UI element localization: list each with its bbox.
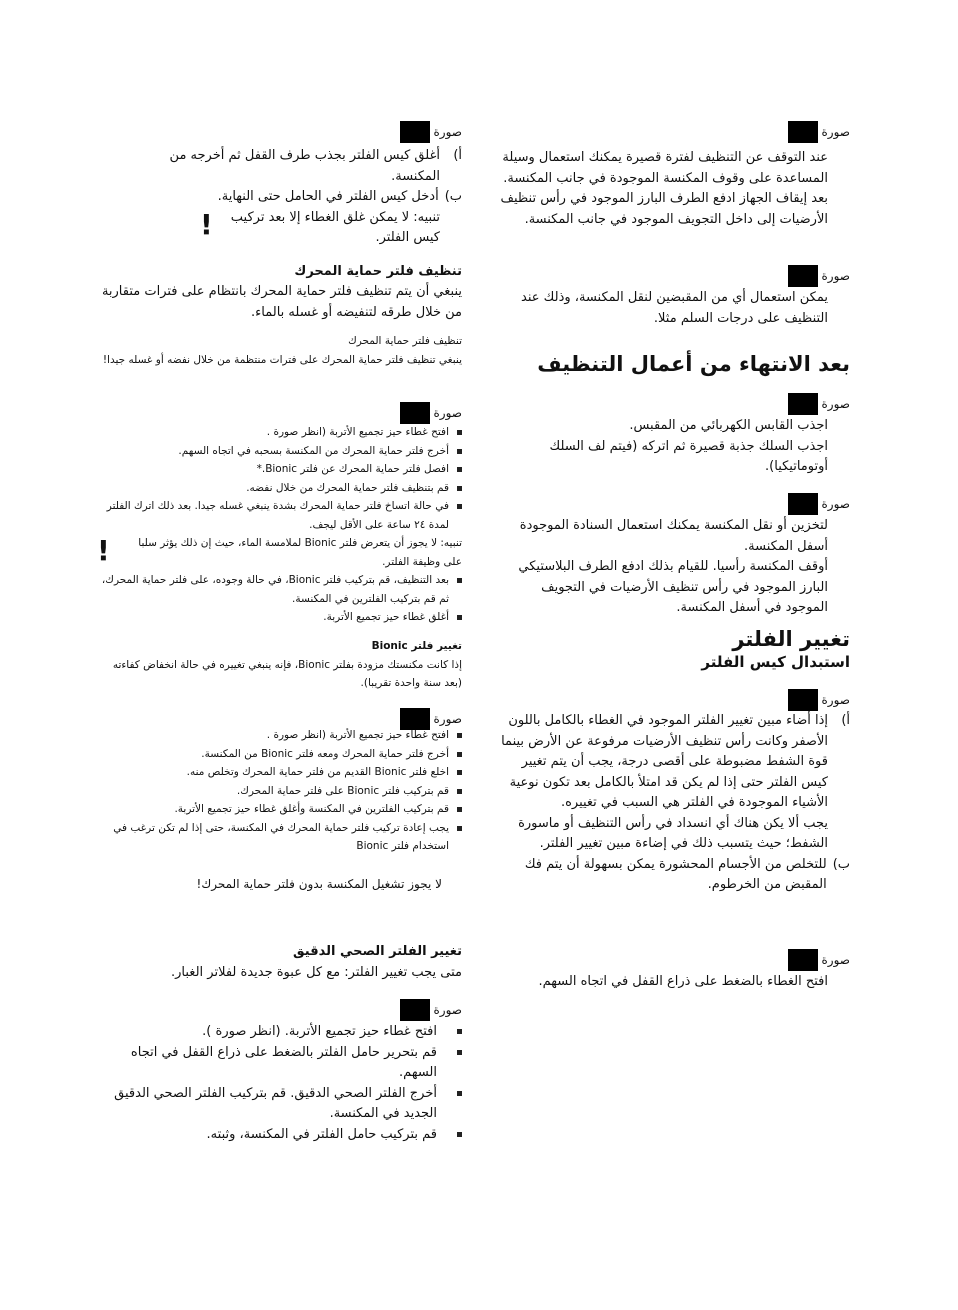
figure-label: صورة — [821, 497, 850, 511]
figure-ref — [97, 998, 462, 1022]
step-text: للتخلص من الأجسام المحشورة يمكن بسهولة أن يتم فك المقبض من الخرطوم. — [524, 856, 827, 892]
text-line: اجذب السلك جذبة قصيرة ثم اتركه (فيتم لف السلك أوتوماتيكيا). — [549, 438, 828, 474]
warning-note: لا يجوز تشغيل المكنسة بدون فلتر حماية المحرك! — [196, 877, 442, 891]
step-marker: أ) — [841, 713, 850, 728]
bullet-list — [97, 423, 462, 627]
step-text: أدخل كيس الفلتر في الحامل حتى النهاية. — [217, 189, 439, 204]
bullet-item: افتح غطاء حيز تجميع الأتربة (انظر صورة . — [97, 726, 462, 745]
figure-placeholder — [400, 999, 430, 1021]
figure-label: صورة — [821, 269, 850, 283]
bullet-item: قم بتركيب الفلترين في المكنسة وأغلق غطاء حيز تجميع الأتربة. — [97, 800, 462, 819]
bullet-item: قم بتحرير حامل الفلتر بالضغط على ذراع القفل في اتجاه السهم. — [97, 1043, 462, 1084]
step-b — [498, 855, 850, 896]
bullet-item: افتح غطاء حيز تجميع الأتربة. (انظر صورة ). — [97, 1022, 462, 1043]
paragraph — [97, 637, 462, 693]
figure-placeholder — [788, 121, 818, 143]
figure-placeholder — [400, 121, 430, 143]
text-line: اجذب القابس الكهربائي من المقبس. — [629, 418, 828, 433]
text-line: أوقف المكنسة رأسيا. للقيام بذلك ادفع الطرف البلاستيكي البارز الموجود في رأس تنظيف الأرضيات في التجويف الموجود في أسفل المكنسة. — [518, 559, 828, 615]
figure-ref — [97, 120, 462, 144]
step-text: أغلق كيس الفلتر بجذب طرف القفل ثم أخرجه من المكنسة. — [169, 148, 440, 184]
sub-heading: استبدال كيس الفلتر — [701, 653, 850, 671]
bullet-item: أخرج فلتر حماية المحرك من المكنسة بسحبه في اتجاه السهم. — [97, 442, 462, 461]
step-marker: ب) — [444, 189, 462, 204]
step-list — [162, 146, 462, 249]
figure-label: صورة — [821, 953, 850, 967]
figure-label: صورة — [433, 1003, 462, 1017]
bullet-item: قم بتركيب فلتر Bionic على فلتر حماية المحرك. — [97, 782, 462, 801]
bullet-item: أخرج فلتر حماية المحرك ومعه فلتر Bionic من المكنسة. — [97, 745, 462, 764]
paragraph: عند التوقف عن التنظيف لفترة قصيرة يمكنك استعمال وسيلة المساعدة على وقوف المكنسة الموجودة في جانب المكنسة. بعد إيقاف الجهاز ادفع الطرف البارز الموجود في رأس تنظيف الأرضيات إلى داخل التجويف الموجود في جانب المكنسة. — [500, 150, 828, 227]
small-heading: تنظيف فلتر حماية المحرك — [348, 335, 462, 347]
section-heading: بعد الانتهاء من أعمال التنظيف — [537, 352, 850, 376]
warning-note — [200, 208, 440, 249]
section-heading: تغيير الفلتر الصحي الدقيق — [293, 944, 462, 959]
figure-placeholder — [400, 402, 430, 424]
section-heading: تنظيف فلتر حماية المحرك — [294, 264, 462, 279]
figure-placeholder — [788, 689, 818, 711]
bullet-item: أخرج الفلتر الصحي الدقيق. قم بتركيب الفلتر الصحي الدقيق الجديد في المكنسة. — [97, 1084, 462, 1125]
figure-placeholder — [788, 393, 818, 415]
bullet-item: في حالة اتساخ فلتر حماية المحرك بشدة ينبغي غسله جيدا. بعد ذلك اترك الفلتر لمدة ٢٤ ساعة على الأقل ليجف. — [97, 497, 462, 534]
text: ينبغي تنظيف فلتر حماية المحرك على فترات منتظمة من خلال نفضه أو غسله جيدا! — [102, 353, 462, 366]
paragraph: يمكن استعمال أي من المقبضين لنقل المكنسة، وذلك عند التنظيف على درجات السلم مثلا. — [521, 290, 828, 326]
figure-label: صورة — [821, 693, 850, 707]
figure-ref — [520, 392, 850, 416]
bullet-list — [97, 726, 462, 856]
paragraph: متى يجب تغيير الفلتر: مع كل عبوة جديدة لفلاتر الغبار. — [171, 965, 462, 980]
figure-placeholder — [788, 493, 818, 515]
warning-text: تنبيه: لا يجوز أن يتعرض فلتر Bionic لملامسة الماء، حيث إن ذلك يؤثر سلبا على وظيفة الفلتر. — [138, 537, 462, 568]
section-heading: تغيير الفلتر — [732, 627, 850, 651]
small-heading: تغيير فلتر Bionic — [371, 640, 462, 652]
bullet-item: أغلق غطاء حيز تجميع الأتربة. — [97, 608, 462, 627]
step-list — [498, 711, 850, 896]
paragraph: افتح الغطاء بالضغط على ذراع القفل في اتجاه السهم. — [538, 974, 828, 989]
figure-ref — [520, 492, 850, 516]
step-text: يجب ألا يكن هناك أي انسداد في رأس التنظيف أو ماسورة الشفط؛ حيث يتسبب ذلك في إضاءة مبين تغيير الفلتر. — [518, 815, 828, 851]
figure-ref — [520, 120, 850, 144]
bullet-item: يجب إعادة تركيب فلتر حماية المحرك في المكنسة، حتى إذا لم تكن ترغب في استخدام فلتر Bionic — [97, 819, 462, 856]
step-text: إذا أضاء مبين تغيير الفلتر الموجود في الغطاء بالكامل باللون الأصفر وكانت رأس تنظيف الأرضيات مرفوعة عن الأرض بينما قوة الشفط مضبوطة على أقصى درجة، يجب أن يتم تغيير كيس الفلتر حتى إذا لم يكن قد امتلأ بالكامل بعد تكون نوعية الأشياء الموجودة في الفلتر هي السبب في تغييره. — [501, 713, 828, 810]
figure-placeholder — [788, 265, 818, 287]
figure-label: صورة — [433, 406, 462, 420]
figure-label: صورة — [821, 125, 850, 139]
exclamation-icon: ! — [97, 534, 110, 567]
figure-ref — [520, 264, 850, 288]
step-a — [498, 711, 850, 855]
bullet-item: افصل فلتر حماية المحرك عن فلتر Bionic.* — [97, 460, 462, 479]
bullet-item: قم بتنظيف فلتر حماية المحرك من خلال نفضه. — [97, 479, 462, 498]
bullet-list — [97, 1022, 462, 1145]
bullet-item: اخلع فلتر Bionic القديم من فلتر حماية المحرك وتخلص منه. — [97, 763, 462, 782]
step-marker: ب) — [832, 856, 850, 872]
bullet-item: قم بتركيب حامل الفلتر في المكنسة، وثبته. — [97, 1125, 462, 1146]
figure-label: صورة — [433, 125, 462, 139]
figure-ref — [520, 688, 850, 712]
step-marker: أ) — [453, 148, 462, 163]
bullet-item: بعد التنظيف، قم بتركيب فلتر Bionic، في حالة وجوده، على فلتر حماية المحرك، ثم قم بتركيب الفلترين في المكنسة. — [97, 571, 462, 608]
paragraph: ينبغي أن يتم تنظيف فلتر حماية المحرك بانتظام على فترات متقاربة من خلال طرقه لتنفيضه أو غسله بالماء. — [101, 284, 462, 320]
step-b — [162, 187, 462, 208]
figure-ref — [520, 948, 850, 972]
paragraph — [97, 332, 462, 369]
warning-text: تنبيه: لا يمكن غلق الغطاء إلا بعد تركيب كيس الفلتر. — [230, 209, 440, 245]
text-line: لتخزين أو نقل المكنسة يمكنك استعمال السنادة الموجودة أسفل المكنسة. — [519, 518, 828, 554]
figure-ref — [97, 401, 462, 425]
bullet-item: افتح غطاء حيز تجميع الأتربة (انظر صورة . — [97, 423, 462, 442]
warning-note — [97, 534, 462, 571]
exclamation-icon: ! — [200, 207, 213, 241]
figure-label: صورة — [433, 712, 462, 726]
text: إذا كانت مكنستك مزودة بفلتر Bionic، فإنه ينبغي تغييره في حالة انخفاض كفاءته (بعد سنة واحدة تقريبا). — [112, 658, 462, 689]
paragraph — [498, 416, 828, 478]
step-a — [162, 146, 462, 187]
figure-label: صورة — [821, 397, 850, 411]
figure-placeholder — [788, 949, 818, 971]
paragraph — [498, 516, 828, 619]
